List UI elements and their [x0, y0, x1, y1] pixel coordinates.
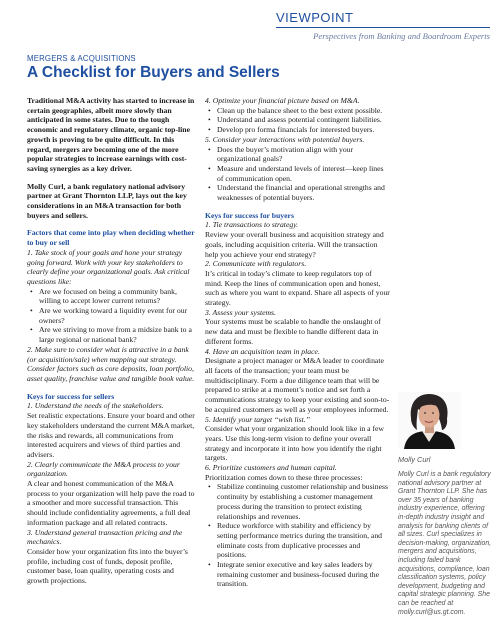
list-item: • Measure and understand levels of interest—keep lines of communication open.	[205, 164, 390, 183]
buyer-key-title: 2. Communicate with regulators.	[205, 259, 307, 269]
seller-key-5-list	[205, 145, 390, 203]
factors-heading: Factors that come into play when deciding whether to buy or sell	[27, 228, 195, 248]
seller-key-text: Set realistic expectations. Ensure your board and other key stakeholders understand the current M&A market, the risks and rewards, all communications from interested acquirers and views of third parties and advisers.	[27, 411, 195, 459]
buyer-key-title: 4. Have an acquisition team in place.	[205, 346, 320, 356]
list-item: • Are we focused on being a community bank, willing to accept lower current returns?	[27, 287, 195, 306]
buyer-key-text: Review your overall business and acquisition strategy and goals, including acquisition criteria. Will the transaction help you achieve your end strategy?	[205, 230, 384, 259]
author-photo	[398, 392, 461, 449]
list-item: • Does the buyer’s motivation align with your organizational goals?	[205, 145, 390, 164]
author-bio: Molly Curl is a bank regulatory national advisory partner at Grant Thornton LLP. She has over 35 years of banking industry experience, offering in-depth industry insight and analysis for banking clients of all sizes. Curl specializes in decision-making, organization, mergers and acquisitions, including failed bank acquisitions, compliance, loan classification systems, policy development, budgeting and capital strategic planning. She can be reached at molly.curl@us.gt.com.	[398, 471, 492, 616]
list-item: • Develop pro forma financials for interested buyers.	[205, 125, 390, 135]
list-item: • Clean up the balance sheet to the best extent possible.	[205, 106, 390, 116]
list-item: • Reduce workforce with stability and efficiency by setting performance metrics during the transition, and eliminate costs from duplicative processes and positions.	[205, 521, 390, 560]
viewpoint-subtitle: Perspectives from Banking and Boardroom Experts	[313, 31, 490, 41]
author-portrait-image	[398, 392, 461, 449]
buyer-key-title: 3. Assess your systems.	[205, 307, 276, 317]
list-item: • Are we working toward a liquidity event for our owners?	[27, 306, 195, 325]
buyers-heading: Keys for success for buyers	[205, 210, 294, 220]
list-item: • Are we striving to move from a midsize bank to a large regional or national bank?	[27, 325, 195, 344]
buyer-key-title: 5. Identify your target “wish list.”	[205, 414, 310, 424]
list-item: • Understand the financial and operational strengths and weaknesses of potential buyers.	[205, 183, 390, 202]
intro-paragraph: Traditional M&A activity has started to increase in certain geographies, albeit more slowly than anticipated in some states. Due to the tough economic and regulatory climate, organic top-line growth is proving to be quite difficult. In this regard, mergers are becoming one of the more popular strategies to increase earnings with cost-saving synergies as a key driver.	[27, 96, 195, 173]
buyer-key-text: Consider what your organization should look like in a few years. Use this long-term vision to define your overall strategy and incorporate it into how you identify the right targets.	[205, 424, 384, 463]
buyer-key-title: 6. Prioritize customers and human capital.	[205, 463, 337, 473]
article-title: A Checklist for Buyers and Sellers	[27, 64, 280, 81]
column-right	[205, 96, 390, 589]
seller-key-title: 4. Optimize your financial picture based on M&A.	[205, 96, 360, 105]
buyer-key-title: 1. Tie transactions to strategy.	[205, 220, 299, 230]
seller-key-title: 5. Consider your interactions with potential buyers.	[205, 134, 365, 144]
list-item: • Integrate senior executive and key sales leaders by remaining customer and business-focused during the transition.	[205, 560, 390, 589]
factor-2: 2. Make sure to consider what is attractive in a bank (or acquisition/sale) when mapping out strategy. Consider factors such as core deposits, loan portfolio, asset quality, franchise value and tangible book value.	[27, 344, 195, 383]
list-item: • Stabilize continuing customer relationship and business continuity by establishing a customer management process during the transition to protect existing relationships and revenues.	[205, 482, 390, 521]
list-item: • Understand and assess potential contingent liabilities.	[205, 115, 390, 125]
buyer-key-6-list	[205, 482, 390, 589]
seller-key-title: 1. Understand the needs of the stakeholders.	[27, 401, 164, 411]
buyer-key-text: Your systems must be scalable to handle the onslaught of new data and must be flexible to handle different data in different forms.	[205, 317, 381, 346]
seller-key-4-list	[205, 106, 390, 135]
buyer-key-text: Designate a project manager or M&A leader to coordinate all facets of the transaction; your team must be multidisciplinary. Form a due diligence team that will be prepared to strike at a moment’s notice and set forth a communications strategy to keep your existing and soon-to-be acquired customers as well as your employees informed.	[205, 356, 390, 414]
viewpoint-title: VIEWPOINT	[276, 10, 490, 28]
sellers-heading: Keys for success for sellers	[27, 391, 115, 401]
author-name: Molly Curl	[398, 455, 431, 464]
column-left	[27, 96, 195, 586]
seller-key-text: Consider how your organization fits into the buyer’s profile, including cost of funds, deposit profile, customer base, loan quality, operating costs and growth projections.	[27, 546, 188, 586]
buyer-key-text: It’s critical in today’s climate to keep regulators top of mind. Keep the lines of communication open and honest, such as where you want to expand. Share all aspects of your strategy.	[205, 268, 390, 308]
viewpoint-header	[276, 10, 490, 41]
seller-key-title: 2. Clearly communicate the M&A process to your organization.	[27, 459, 180, 479]
factor-1: 1. Take stock of your goals and hone your strategy going forward. Work with your key stakeholders to clearly define your organizational goals. Ask critical questions like:	[27, 247, 190, 286]
seller-key-title: 3. Understand general transaction pricing and the mechanics.	[27, 527, 183, 547]
section-label: MERGERS & ACQUISITIONS	[27, 54, 136, 63]
factor-1-list	[27, 287, 195, 345]
seller-key-text: A clear and honest communication of the M&A process to your organization will help pave the road to a smoother and more successful transaction. This should include confidentiality agreements, a full deal information package and all related contracts.	[27, 479, 195, 527]
intro-paragraph-2: Molly Curl, a bank regulatory national advisory partner at Grant Thornton LLP, lays out the key considerations in an M&A transaction for both buyers and sellers.	[27, 181, 187, 220]
buyer-key-text: Prioritization comes down to these three processes:	[205, 472, 363, 482]
